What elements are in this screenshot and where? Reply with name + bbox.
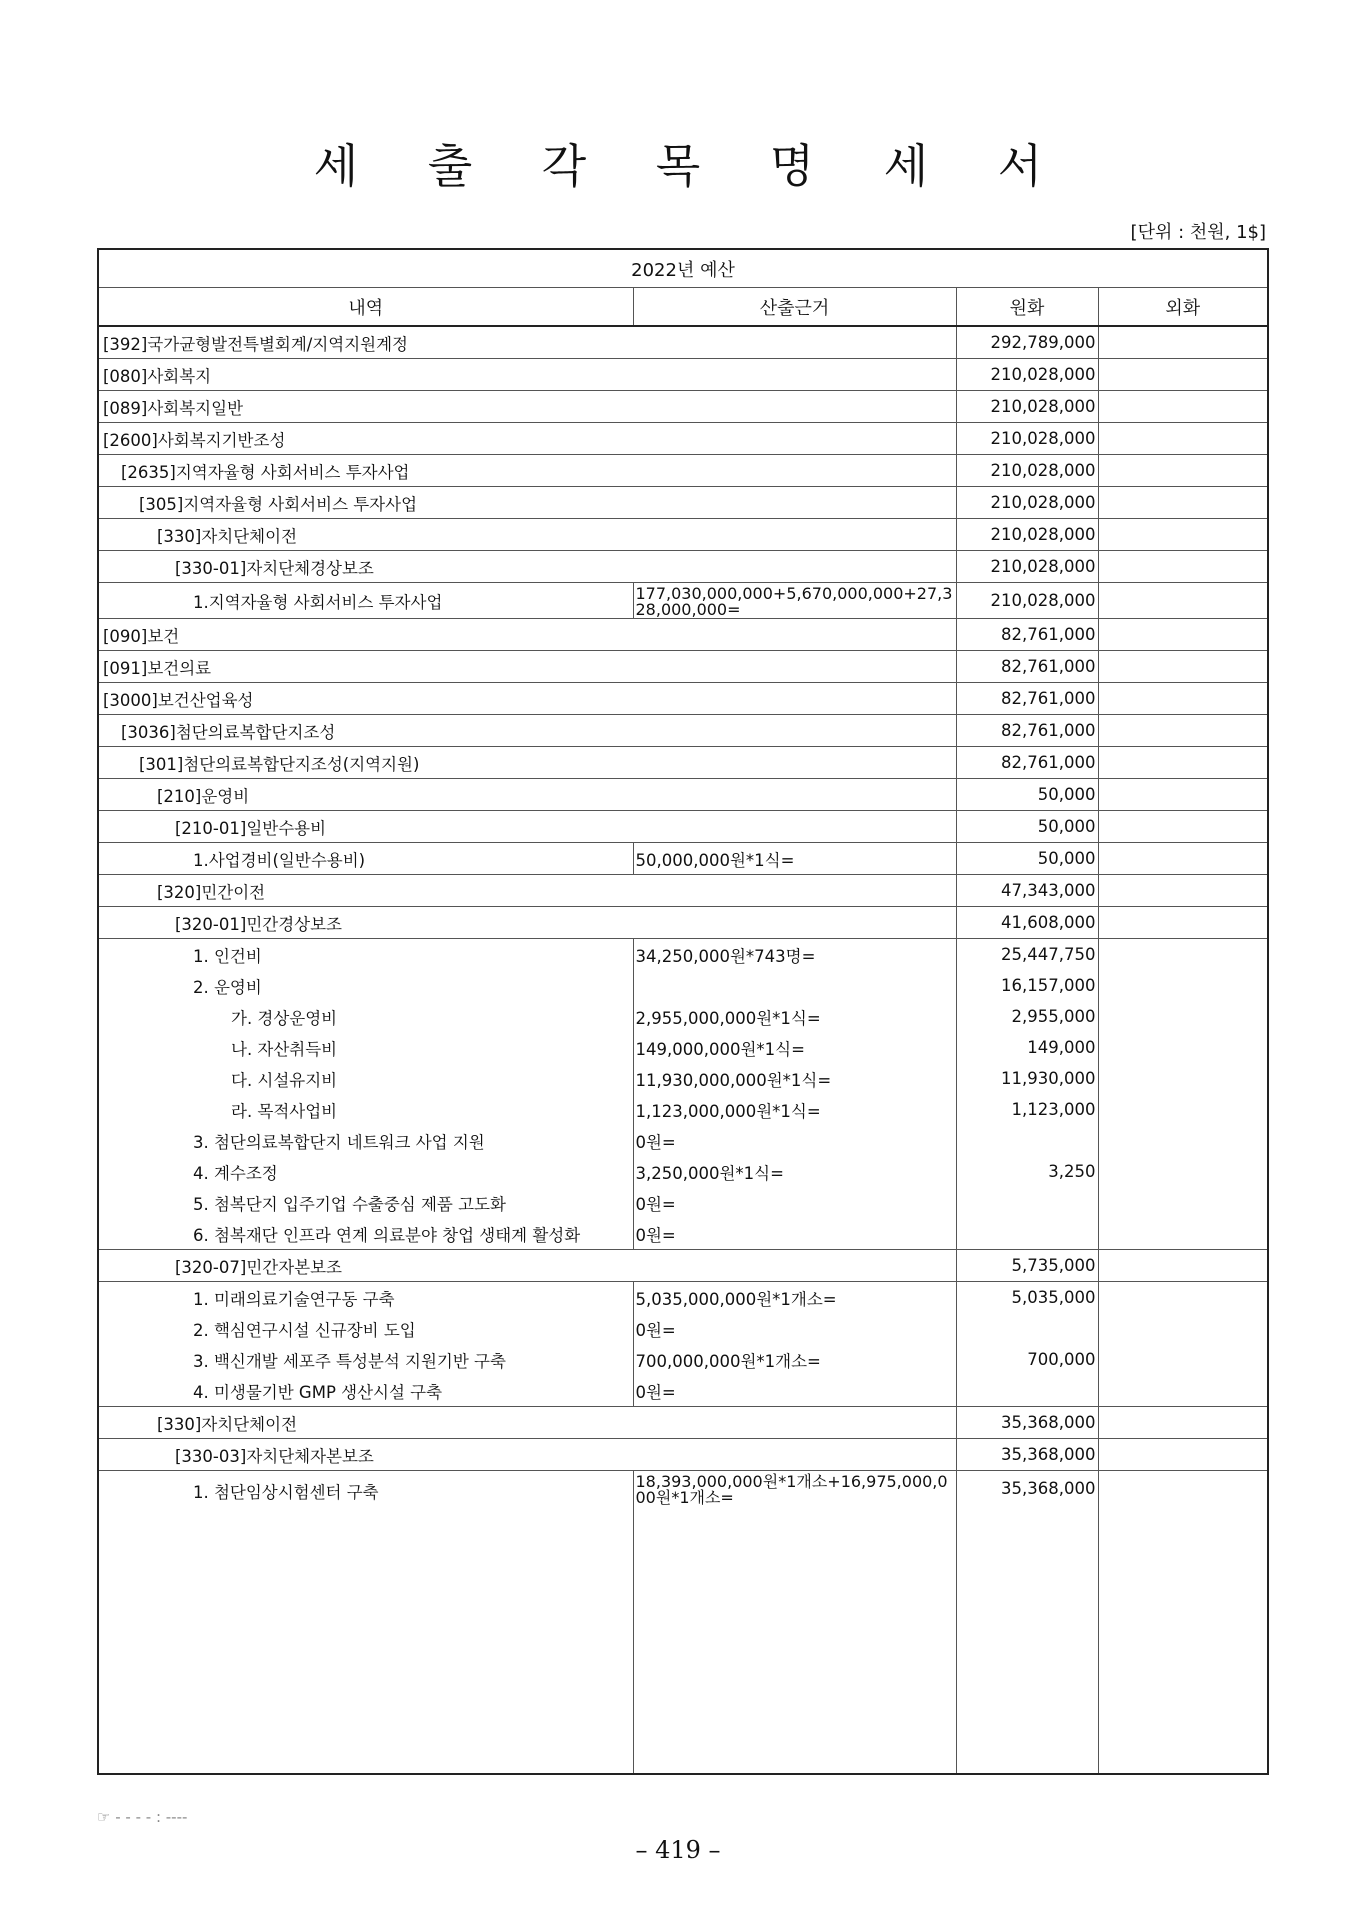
row-item: [089]사회복지일반	[98, 391, 956, 423]
row-krw: 50,000	[956, 811, 1098, 843]
row-calc: 0원=	[633, 1313, 956, 1344]
row-fx	[1098, 551, 1268, 583]
row-item: 1.지역자율형 사회서비스 투자사업	[98, 583, 633, 619]
table-row	[98, 907, 1268, 939]
row-krw	[956, 1218, 1098, 1250]
row-fx	[1098, 359, 1268, 391]
table-row	[98, 391, 1268, 423]
row-item: [320]민간이전	[98, 875, 956, 907]
row-krw: 210,028,000	[956, 455, 1098, 487]
table-row	[98, 875, 1268, 907]
table-row	[98, 1439, 1268, 1471]
row-fx	[1098, 683, 1268, 715]
row-item: [210-01]일반수용비	[98, 811, 956, 843]
table-row	[98, 1313, 1268, 1344]
row-krw: 210,028,000	[956, 423, 1098, 455]
row-krw: 210,028,000	[956, 487, 1098, 519]
row-krw: 210,028,000	[956, 583, 1098, 619]
row-fx	[1098, 1125, 1268, 1156]
row-fx	[1098, 970, 1268, 1001]
table-row	[98, 1282, 1268, 1314]
row-item: [301]첨단의료복합단지조성(지역지원)	[98, 747, 956, 779]
row-item: 5. 첨복단지 입주기업 수출중심 제품 고도화	[98, 1187, 633, 1218]
row-krw: 210,028,000	[956, 519, 1098, 551]
table-row	[98, 683, 1268, 715]
title-char: 세	[313, 139, 359, 193]
row-krw	[956, 1187, 1098, 1218]
row-fx	[1098, 1344, 1268, 1375]
row-krw: 82,761,000	[956, 747, 1098, 779]
row-krw: 50,000	[956, 843, 1098, 875]
table-row	[98, 1218, 1268, 1250]
row-item: [210]운영비	[98, 779, 956, 811]
row-calc: 149,000,000원*1식=	[633, 1032, 956, 1063]
row-krw: 700,000	[956, 1344, 1098, 1375]
row-item: 1.사업경비(일반수용비)	[98, 843, 633, 875]
title-char: 목	[655, 139, 701, 193]
row-item: 다. 시설유지비	[98, 1063, 633, 1094]
table-row	[98, 1063, 1268, 1094]
row-krw: 1,123,000	[956, 1094, 1098, 1125]
row-fx	[1098, 1250, 1268, 1282]
row-item: 1. 미래의료기술연구동 구축	[98, 1282, 633, 1314]
table-row	[98, 747, 1268, 779]
row-item: [330-03]자치단체자본보조	[98, 1439, 956, 1471]
row-calc: 0원=	[633, 1125, 956, 1156]
row-fx	[1098, 619, 1268, 651]
table-row	[98, 551, 1268, 583]
row-krw: 82,761,000	[956, 683, 1098, 715]
budget-table-body	[98, 326, 1268, 1774]
row-calc: 0원=	[633, 1218, 956, 1250]
row-krw: 82,761,000	[956, 619, 1098, 651]
unit-label: [단위 : 천원, 1$]	[1130, 222, 1266, 243]
table-row	[98, 715, 1268, 747]
table-row	[98, 1032, 1268, 1063]
page-number: – 419 –	[635, 1836, 721, 1864]
row-krw: 82,761,000	[956, 651, 1098, 683]
row-calc: 700,000,000원*1개소=	[633, 1344, 956, 1375]
table-row	[98, 359, 1268, 391]
budget-year-header: 2022년 예산	[98, 249, 1268, 288]
row-item: 4. 미생물기반 GMP 생산시설 구축	[98, 1375, 633, 1407]
row-item: 나. 자산취득비	[98, 1032, 633, 1063]
row-fx	[1098, 1375, 1268, 1407]
row-item: [330]자치단체이전	[98, 1407, 956, 1439]
row-krw: 5,735,000	[956, 1250, 1098, 1282]
title-char: 세	[883, 139, 929, 193]
row-calc: 34,250,000원*743명=	[633, 939, 956, 971]
row-calc: 3,250,000원*1식=	[633, 1156, 956, 1187]
row-item: [090]보건	[98, 619, 956, 651]
row-fx	[1098, 1063, 1268, 1094]
row-krw: 82,761,000	[956, 715, 1098, 747]
row-krw: 35,368,000	[956, 1439, 1098, 1471]
row-item: 가. 경상운영비	[98, 1001, 633, 1032]
table-row	[98, 1375, 1268, 1407]
table-row	[98, 1407, 1268, 1439]
row-fx	[1098, 651, 1268, 683]
row-calc: 0원=	[633, 1187, 956, 1218]
footnote: ☞ - - - - : ----	[97, 1808, 188, 1826]
table-row	[98, 619, 1268, 651]
col-header-calc: 산출근거	[633, 288, 956, 327]
title-char: 명	[769, 139, 815, 193]
row-krw: 210,028,000	[956, 359, 1098, 391]
row-fx	[1098, 1156, 1268, 1187]
row-fx	[1098, 583, 1268, 619]
row-item: [080]사회복지	[98, 359, 956, 391]
row-calc: 18,393,000,000원*1개소+16,975,000,000원*1개소=	[633, 1471, 956, 1775]
row-item: [392]국가균형발전특별회계/지역지원계정	[98, 326, 956, 359]
row-calc: 11,930,000,000원*1식=	[633, 1063, 956, 1094]
row-item: [320-01]민간경상보조	[98, 907, 956, 939]
col-header-fx: 외화	[1098, 288, 1268, 327]
row-krw: 11,930,000	[956, 1063, 1098, 1094]
row-item: 라. 목적사업비	[98, 1094, 633, 1125]
table-row	[98, 583, 1268, 619]
row-fx	[1098, 843, 1268, 875]
row-calc: 2,955,000,000원*1식=	[633, 1001, 956, 1032]
row-fx	[1098, 391, 1268, 423]
row-calc: 0원=	[633, 1375, 956, 1407]
table-row	[98, 487, 1268, 519]
row-fx	[1098, 455, 1268, 487]
row-fx	[1098, 1094, 1268, 1125]
row-item: 3. 백신개발 세포주 특성분석 지원기반 구축	[98, 1344, 633, 1375]
budget-table	[97, 248, 1269, 1775]
table-row	[98, 519, 1268, 551]
row-fx	[1098, 326, 1268, 359]
table-row	[98, 1344, 1268, 1375]
row-fx	[1098, 1471, 1268, 1775]
row-krw: 5,035,000	[956, 1282, 1098, 1314]
row-krw: 35,368,000	[956, 1471, 1098, 1775]
row-fx	[1098, 907, 1268, 939]
table-row	[98, 1156, 1268, 1187]
row-krw	[956, 1313, 1098, 1344]
row-item: 4. 계수조정	[98, 1156, 633, 1187]
title-char: 출	[427, 139, 473, 193]
row-fx	[1098, 1187, 1268, 1218]
table-row	[98, 1001, 1268, 1032]
row-calc	[633, 970, 956, 1001]
row-item: [305]지역자율형 사회서비스 투자사업	[98, 487, 956, 519]
row-item: 3. 첨단의료복합단지 네트워크 사업 지원	[98, 1125, 633, 1156]
row-krw	[956, 1375, 1098, 1407]
row-item: [320-07]민간자본보조	[98, 1250, 956, 1282]
table-row	[98, 1471, 1268, 1775]
row-calc: 177,030,000,000+5,670,000,000+27,328,000,000=	[633, 583, 956, 619]
row-item: 2. 핵심연구시설 신규장비 도입	[98, 1313, 633, 1344]
row-item: [3000]보건산업육성	[98, 683, 956, 715]
page-title	[0, 130, 1356, 196]
row-item: [330]자치단체이전	[98, 519, 956, 551]
table-row	[98, 1094, 1268, 1125]
row-calc: 5,035,000,000원*1개소=	[633, 1282, 956, 1314]
row-fx	[1098, 1407, 1268, 1439]
row-item: 2. 운영비	[98, 970, 633, 1001]
row-item: 1. 첨단임상시험센터 구축	[98, 1471, 633, 1775]
row-fx	[1098, 1001, 1268, 1032]
row-item: 1. 인건비	[98, 939, 633, 971]
row-fx	[1098, 875, 1268, 907]
row-krw: 2,955,000	[956, 1001, 1098, 1032]
table-row	[98, 651, 1268, 683]
row-krw: 210,028,000	[956, 551, 1098, 583]
row-fx	[1098, 747, 1268, 779]
table-row	[98, 939, 1268, 971]
row-krw: 35,368,000	[956, 1407, 1098, 1439]
row-fx	[1098, 487, 1268, 519]
table-row	[98, 1187, 1268, 1218]
row-calc: 1,123,000,000원*1식=	[633, 1094, 956, 1125]
row-item: [2600]사회복지기반조성	[98, 423, 956, 455]
title-char: 각	[541, 139, 587, 193]
row-krw	[956, 1125, 1098, 1156]
row-krw: 25,447,750	[956, 939, 1098, 971]
table-row	[98, 326, 1268, 359]
table-row	[98, 843, 1268, 875]
row-fx	[1098, 779, 1268, 811]
row-krw: 210,028,000	[956, 391, 1098, 423]
row-fx	[1098, 1439, 1268, 1471]
row-krw: 47,343,000	[956, 875, 1098, 907]
row-fx	[1098, 519, 1268, 551]
row-calc: 50,000,000원*1식=	[633, 843, 956, 875]
row-item: 6. 첨복재단 인프라 연계 의료분야 창업 생태계 활성화	[98, 1218, 633, 1250]
row-item: [3036]첨단의료복합단지조성	[98, 715, 956, 747]
row-fx	[1098, 1032, 1268, 1063]
row-krw: 149,000	[956, 1032, 1098, 1063]
row-krw: 292,789,000	[956, 326, 1098, 359]
col-header-krw: 원화	[956, 288, 1098, 327]
row-item: [2635]지역자율형 사회서비스 투자사업	[98, 455, 956, 487]
row-fx	[1098, 423, 1268, 455]
table-row	[98, 811, 1268, 843]
row-krw: 16,157,000	[956, 970, 1098, 1001]
row-item: [091]보건의료	[98, 651, 956, 683]
row-fx	[1098, 715, 1268, 747]
row-item: [330-01]자치단체경상보조	[98, 551, 956, 583]
table-row	[98, 455, 1268, 487]
table-row	[98, 1125, 1268, 1156]
table-row	[98, 779, 1268, 811]
row-fx	[1098, 811, 1268, 843]
row-fx	[1098, 939, 1268, 971]
title-char: 서	[997, 139, 1043, 193]
row-krw: 41,608,000	[956, 907, 1098, 939]
table-row	[98, 1250, 1268, 1282]
row-fx	[1098, 1218, 1268, 1250]
col-header-item: 내역	[98, 288, 633, 327]
row-fx	[1098, 1282, 1268, 1314]
row-krw: 50,000	[956, 779, 1098, 811]
row-fx	[1098, 1313, 1268, 1344]
row-krw: 3,250	[956, 1156, 1098, 1187]
table-row	[98, 970, 1268, 1001]
table-row	[98, 423, 1268, 455]
